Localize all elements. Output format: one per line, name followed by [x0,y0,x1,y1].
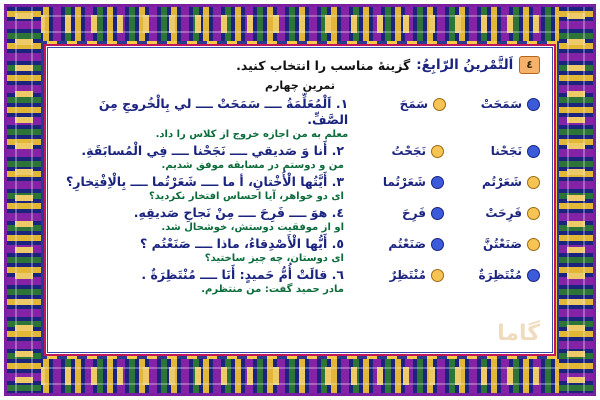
option-bullet-icon[interactable] [527,176,540,189]
option-bullet-icon[interactable] [433,98,446,111]
question-translation-persian: او از موفقیت دوستش، خوشحال شد. [161,222,344,233]
decorative-border-bottom [7,359,593,393]
option-bullet-icon[interactable] [431,269,444,282]
decorative-border-top [7,7,593,41]
option-choice[interactable] [444,174,540,189]
option-bullet-icon[interactable] [527,269,540,282]
option-label: صَنَعْتُم [388,237,426,251]
option-choice[interactable] [348,174,444,189]
question-item [60,267,540,296]
question-stem [60,205,348,234]
option-choice[interactable] [348,267,444,282]
option-choice[interactable] [446,96,540,111]
question-item [60,143,540,172]
option-label: نَجَحْنا [490,144,522,158]
exercise-subtitle: تمرین چهارم [265,79,335,92]
option-label: مُنْتَظِرٌ [389,268,426,282]
option-choice[interactable] [444,205,540,220]
option-bullet-icon[interactable] [527,98,540,111]
option-bullet-icon[interactable] [527,145,540,158]
option-bullet-icon[interactable] [527,207,540,220]
option-choice[interactable] [444,267,540,282]
question-item [60,96,540,141]
option-label: شَعَرْتُما [382,175,426,189]
question-item [60,205,540,234]
option-label: صَنَعْتُنَّ [483,237,522,251]
decorative-border-right [559,7,593,393]
question-stem [60,267,348,296]
option-bullet-icon[interactable] [431,238,444,251]
option-label: سَمَحَ [399,97,429,111]
option-label: سَمَحَتْ [480,97,522,111]
question-stem-arabic: ٦. قالَتْ أُمُّ حَمیدٍ: أَنَا ــــ مُنْتَظِرَةٌ . [141,267,344,282]
question-translation-persian: معلم به من اجازه خروج از کلاس را داد. [155,129,349,140]
option-choice[interactable] [348,236,444,251]
option-bullet-icon[interactable] [431,207,444,220]
question-item [60,236,540,265]
question-item [60,174,540,203]
question-stem-arabic: ١. اَلْمُعَلِّمَةُ ــــ سَمَحَتْ ــــ لي بِالْخُروجِ مِنَ الصَّفِّ. [98,96,349,127]
exercise-title-arabic: اَلتَّمْرینُ الرّابِعُ: [416,57,514,73]
option-choice[interactable] [348,205,444,220]
option-label: فَرِحَ [402,206,426,220]
option-choice[interactable] [444,236,540,251]
question-stem-arabic: ٢. أَنا وَ صَديقي ــــ نَجَحْنا ــــ فِي الْمُسابَقَةِ. [81,143,344,158]
option-label: شَعَرْتُم [482,175,522,189]
option-bullet-icon[interactable] [527,238,540,251]
option-choice[interactable] [352,96,446,111]
question-stem [60,174,348,203]
question-translation-persian: ای دو خواهر، آیا احساس افتخار نکردید؟ [148,191,344,202]
question-stem [60,236,348,265]
question-translation-persian: ای دوستان، چه چیز ساختید؟ [204,253,344,264]
option-bullet-icon[interactable] [431,145,444,158]
watermark-text: گاما [497,321,540,346]
question-translation-persian: مادر حمید گفت: من منتظرم. [201,284,344,295]
decorative-border-left [7,7,41,393]
option-label: نَجَحْتُ [391,144,426,158]
option-label: فَرِحَتْ [485,206,522,220]
question-stem-arabic: ٤. هوَ ــــ فَرِحَ ــــ مِنْ نَجاحِ صَديقِهِ. [133,205,344,220]
question-translation-persian: من و دوستم در مسابقه موفق شدیم. [161,160,344,171]
question-stem-arabic: ٣. أَيَّتُها الْأُخْتانِ، أ ما ــــ شَعَرْتُما ــــ بِالْاِفْتِخارِ؟ [66,174,344,189]
exercise-instruction-persian: گزینۀ مناسب را انتخاب کنید. [236,57,411,73]
option-label: مُنْتَظِرَةٌ [478,268,522,282]
worksheet-content [50,50,550,350]
option-choice[interactable] [444,143,540,158]
question-stem [60,143,348,172]
exercise-number-badge: ٤ [519,56,540,74]
option-bullet-icon[interactable] [431,176,444,189]
option-choice[interactable] [348,143,444,158]
question-stem-arabic: ٥. أَيُّها الْأَصْدِقاءُ، ماذا ــــ صَنَعْتُم ؟ [140,236,344,251]
exercise-heading [60,56,540,74]
question-stem [60,96,352,141]
